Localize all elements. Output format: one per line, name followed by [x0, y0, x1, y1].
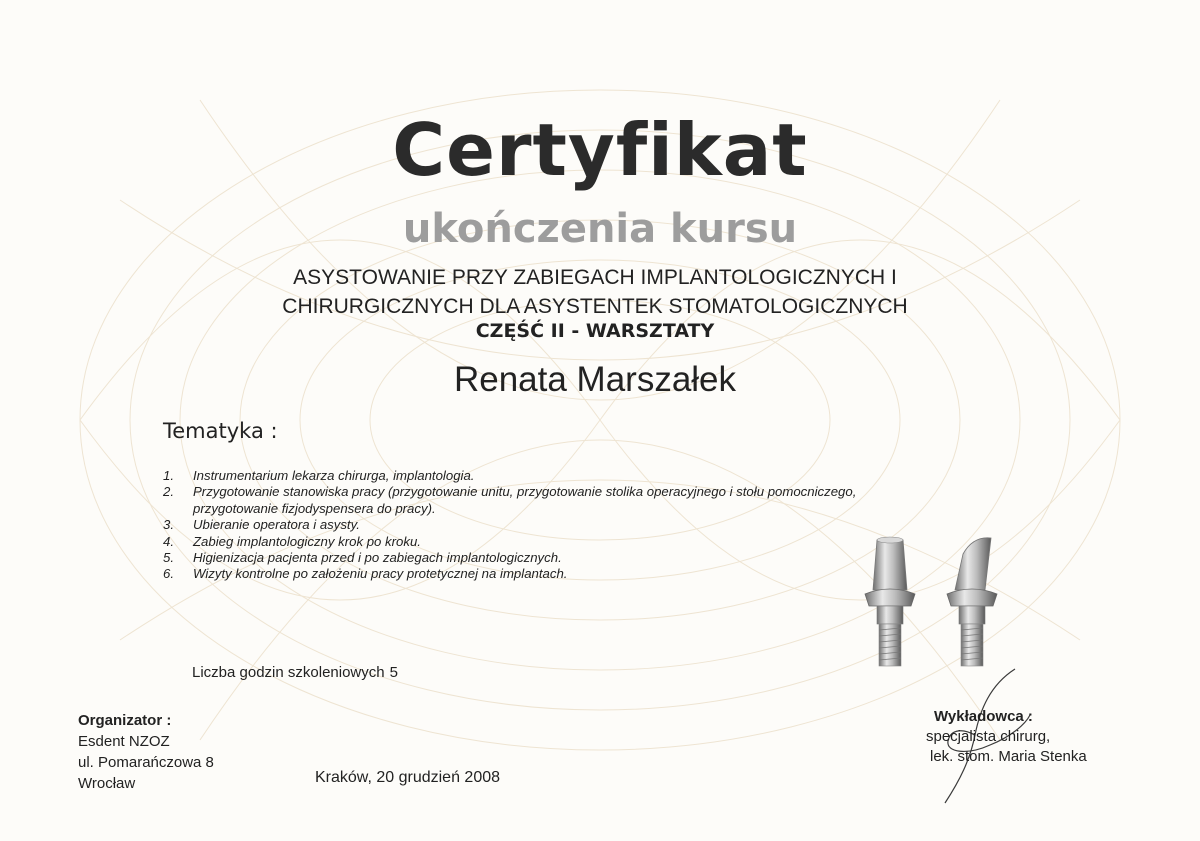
- topic-text: Ubieranie operatora i asysty.: [193, 517, 360, 533]
- training-hours-value: 5: [389, 664, 398, 681]
- lecturer-name: lek. stom. Maria Stenka: [930, 748, 1087, 765]
- course-part: CZĘŚĆ II - WARSZTATY: [475, 320, 715, 342]
- organizer-heading: Organizator :: [78, 712, 172, 729]
- topic-item: [163, 484, 943, 517]
- topic-item: [163, 566, 943, 582]
- lecturer-title: specjalista chirurg,: [926, 728, 1051, 745]
- organizer-block: [78, 710, 214, 794]
- organizer-street: ul. Pomarańczowa 8: [78, 754, 214, 771]
- topic-item: [163, 534, 943, 550]
- topic-text: [193, 484, 943, 517]
- topic-item: [163, 517, 943, 533]
- course-title-line-1: ASYSTOWANIE PRZY ZABIEGACH IMPLANTOLOGICZNYCH I: [293, 266, 897, 289]
- certificate-title: Certyfikat: [392, 108, 808, 192]
- organizer-city: Wrocław: [78, 775, 136, 792]
- topic-text-line-2: przygotowanie fizjodyspensera do pracy).: [193, 500, 436, 516]
- topic-number: 6.: [163, 566, 174, 582]
- topics-label: Tematyka :: [163, 419, 278, 443]
- implant-straight: [865, 537, 915, 666]
- organizer-name: Esdent NZOZ: [78, 733, 170, 750]
- lecturer-heading: Wykładowca :: [934, 708, 1033, 725]
- dental-implant-abutment-icon: [855, 532, 1015, 682]
- certificate-subtitle: ukończenia kursu: [402, 206, 798, 252]
- course-title: [0, 263, 1190, 321]
- place-date: Kraków, 20 grudzień 2008: [315, 769, 501, 786]
- course-title-line-2: CHIRURGICZNYCH DLA ASYSTENTEK STOMATOLOGICZNYCH: [282, 295, 908, 318]
- topic-text: Instrumentarium lekarza chirurga, implantologia.: [193, 468, 475, 483]
- topic-text-line-1: Przygotowanie stanowiska pracy (przygotowanie unitu, przygotowanie stolika operacyjnego i stołu pomocniczego,: [193, 484, 857, 500]
- topics-list: [163, 468, 943, 583]
- topic-text: Wizyty kontrolne po założeniu pracy protetycznej na implantach.: [193, 566, 568, 582]
- lecturer-block: [926, 707, 1087, 767]
- topic-number: 4.: [163, 533, 174, 549]
- training-hours-label: Liczba godzin szkoleniowych: [192, 664, 385, 681]
- topic-item: [163, 550, 943, 566]
- topic-number: 3.: [163, 517, 174, 533]
- implant-angled: [947, 538, 997, 666]
- participant-name: Renata Marszałek: [453, 360, 737, 399]
- topic-number: 2.: [163, 484, 174, 500]
- topic-item: [163, 468, 943, 484]
- topic-number: 1.: [163, 468, 174, 483]
- training-hours: [192, 664, 403, 681]
- topic-number: 5.: [163, 550, 174, 566]
- topic-text: Zabieg implantologiczny krok po kroku.: [193, 533, 421, 549]
- topic-text: Higienizacja pacjenta przed i po zabiegach implantologicznych.: [193, 550, 562, 566]
